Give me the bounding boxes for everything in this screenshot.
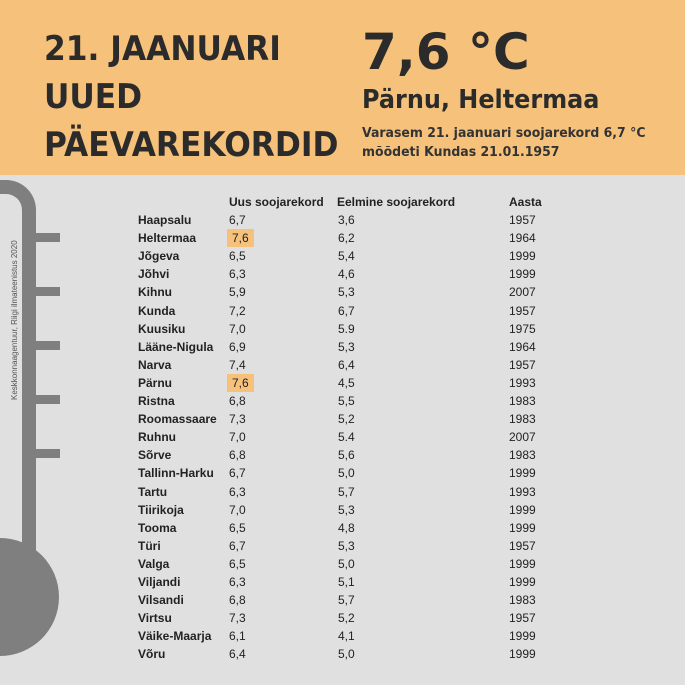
row-year: 1975 [509,321,536,336]
row-year: 1983 [509,394,536,408]
row-new-record: 6,7 [229,538,246,553]
row-new-record: 6,3 [229,267,246,282]
row-year: 1993 [509,484,536,499]
row-station: Heltermaa [138,231,197,246]
row-year: 1999 [509,502,536,517]
row-new-record: 6,5 [229,556,246,571]
row-year: 1999 [509,575,536,589]
row-previous-record: 3,6 [338,213,355,227]
thermometer-bulb [0,538,59,656]
column-header-previous-record: Eelmine soojarekord [337,195,456,209]
row-previous-record: 4,8 [338,520,355,535]
row-year: 1964 [509,231,536,246]
row-station: Kihnu [138,285,172,300]
row-year: 1999 [509,647,536,662]
row-year: 1999 [509,267,536,282]
row-previous-record: 6,2 [338,231,355,246]
row-previous-record: 5.4 [338,430,355,445]
row-new-record: 6,3 [229,575,246,589]
row-station: Türi [138,538,161,553]
row-new-record: 6,8 [229,593,246,608]
row-station: Roomassaare [138,412,217,427]
row-station: Kuusiku [138,321,186,336]
row-new-record: 7,0 [229,321,246,336]
row-year: 1957 [509,357,536,372]
row-new-record: 6,5 [229,520,246,535]
source-credit: Keskkonnaagentuur, Riigi ilmateenistus 2020 [10,240,19,400]
row-station: Tallinn-Harku [138,466,214,481]
previous-record-note-1: Varasem 21. jaanuari soojarekord 6,7 °C [362,126,646,141]
row-year: 2007 [509,430,536,445]
row-year: 1983 [509,448,536,463]
row-station: Valga [138,556,170,571]
row-new-record: 7,0 [229,430,246,445]
row-station: Ruhnu [138,430,176,445]
row-station: Kunda [138,303,176,318]
row-previous-record: 4,1 [338,629,355,644]
record-value: 7,6 °C [362,23,530,81]
row-new-record: 6,7 [229,466,246,481]
row-previous-record: 5,2 [338,611,355,626]
row-year: 1983 [509,412,536,427]
highlighted-record: 7,6 [227,229,254,247]
row-new-record: 6,8 [229,394,246,408]
row-station: Pärnu [138,375,173,390]
row-previous-record: 4,6 [338,267,355,282]
row-station: Viljandi [138,575,181,589]
row-year: 1993 [509,375,536,390]
column-header-year: Aasta [509,195,542,209]
row-year: 1999 [509,556,536,571]
row-new-record: 5,9 [229,285,246,300]
row-new-record: 7,2 [229,303,246,318]
row-station: Tiirikoja [138,502,184,517]
row-year: 1999 [509,520,536,535]
previous-record-note-2: mõõdeti Kundas 21.01.1957 [362,145,560,160]
highlighted-record: 7,6 [227,374,254,392]
row-new-record: 6,4 [229,647,246,662]
row-previous-record: 5,0 [338,647,355,662]
row-new-record: 7,3 [229,412,246,427]
row-year: 1957 [509,213,536,227]
row-new-record: 6,7 [229,213,246,227]
row-new-record [229,376,254,390]
row-new-record: 6,9 [229,339,246,354]
row-previous-record: 4,5 [338,375,355,390]
row-year: 1957 [509,611,536,626]
row-new-record: 7,0 [229,502,246,517]
row-previous-record: 5,0 [338,556,355,571]
row-previous-record: 5,2 [338,412,355,427]
row-year: 1999 [509,249,536,264]
row-station: Tooma [138,520,177,535]
title-line-3: PÄEVAREKORDID [44,125,339,165]
row-station: Haapsalu [138,213,192,227]
row-year: 2007 [509,285,536,300]
row-previous-record: 5,5 [338,394,355,408]
row-previous-record: 5,7 [338,593,355,608]
row-year: 1957 [509,538,536,553]
row-year: 1957 [509,303,536,318]
record-place: Pärnu, Heltermaa [362,85,600,115]
row-previous-record: 5,7 [338,484,355,499]
row-previous-record: 5,0 [338,466,355,481]
row-previous-record: 5,6 [338,448,355,463]
row-year: 1964 [509,339,536,354]
row-station: Virtsu [138,611,172,626]
row-station: Väike-Maarja [138,629,212,644]
row-new-record: 6,5 [229,249,246,264]
row-year: 1999 [509,629,536,644]
row-station: Ristna [138,394,175,408]
row-new-record [229,231,254,245]
row-station: Vilsandi [138,593,184,608]
row-new-record: 6,1 [229,629,246,644]
row-station: Lääne-Nigula [138,339,214,354]
row-year: 1983 [509,593,536,608]
row-station: Võru [138,647,166,662]
row-year: 1999 [509,466,536,481]
row-previous-record: 5,3 [338,339,355,354]
row-previous-record: 6,4 [338,357,355,372]
row-station: Jõhvi [138,267,170,282]
column-header-new-record: Uus soojarekord [229,195,324,209]
row-previous-record: 6,7 [338,303,355,318]
row-previous-record: 5.9 [338,321,355,336]
row-new-record: 7,4 [229,357,246,372]
row-previous-record: 5,1 [338,575,355,589]
row-previous-record: 5,3 [338,285,355,300]
row-station: Narva [138,357,172,372]
title-line-1: 21. JAANUARI [44,29,281,69]
row-new-record: 6,3 [229,484,246,499]
title-line-2: UUED [44,77,143,117]
row-previous-record: 5,4 [338,249,355,264]
row-station: Sõrve [138,448,172,463]
row-new-record: 7,3 [229,611,246,626]
row-station: Jõgeva [138,249,180,264]
row-station: Tartu [138,484,168,499]
row-previous-record: 5,3 [338,502,355,517]
thermometer-ticks [34,233,60,458]
row-new-record: 6,8 [229,448,246,463]
row-previous-record: 5,3 [338,538,355,553]
